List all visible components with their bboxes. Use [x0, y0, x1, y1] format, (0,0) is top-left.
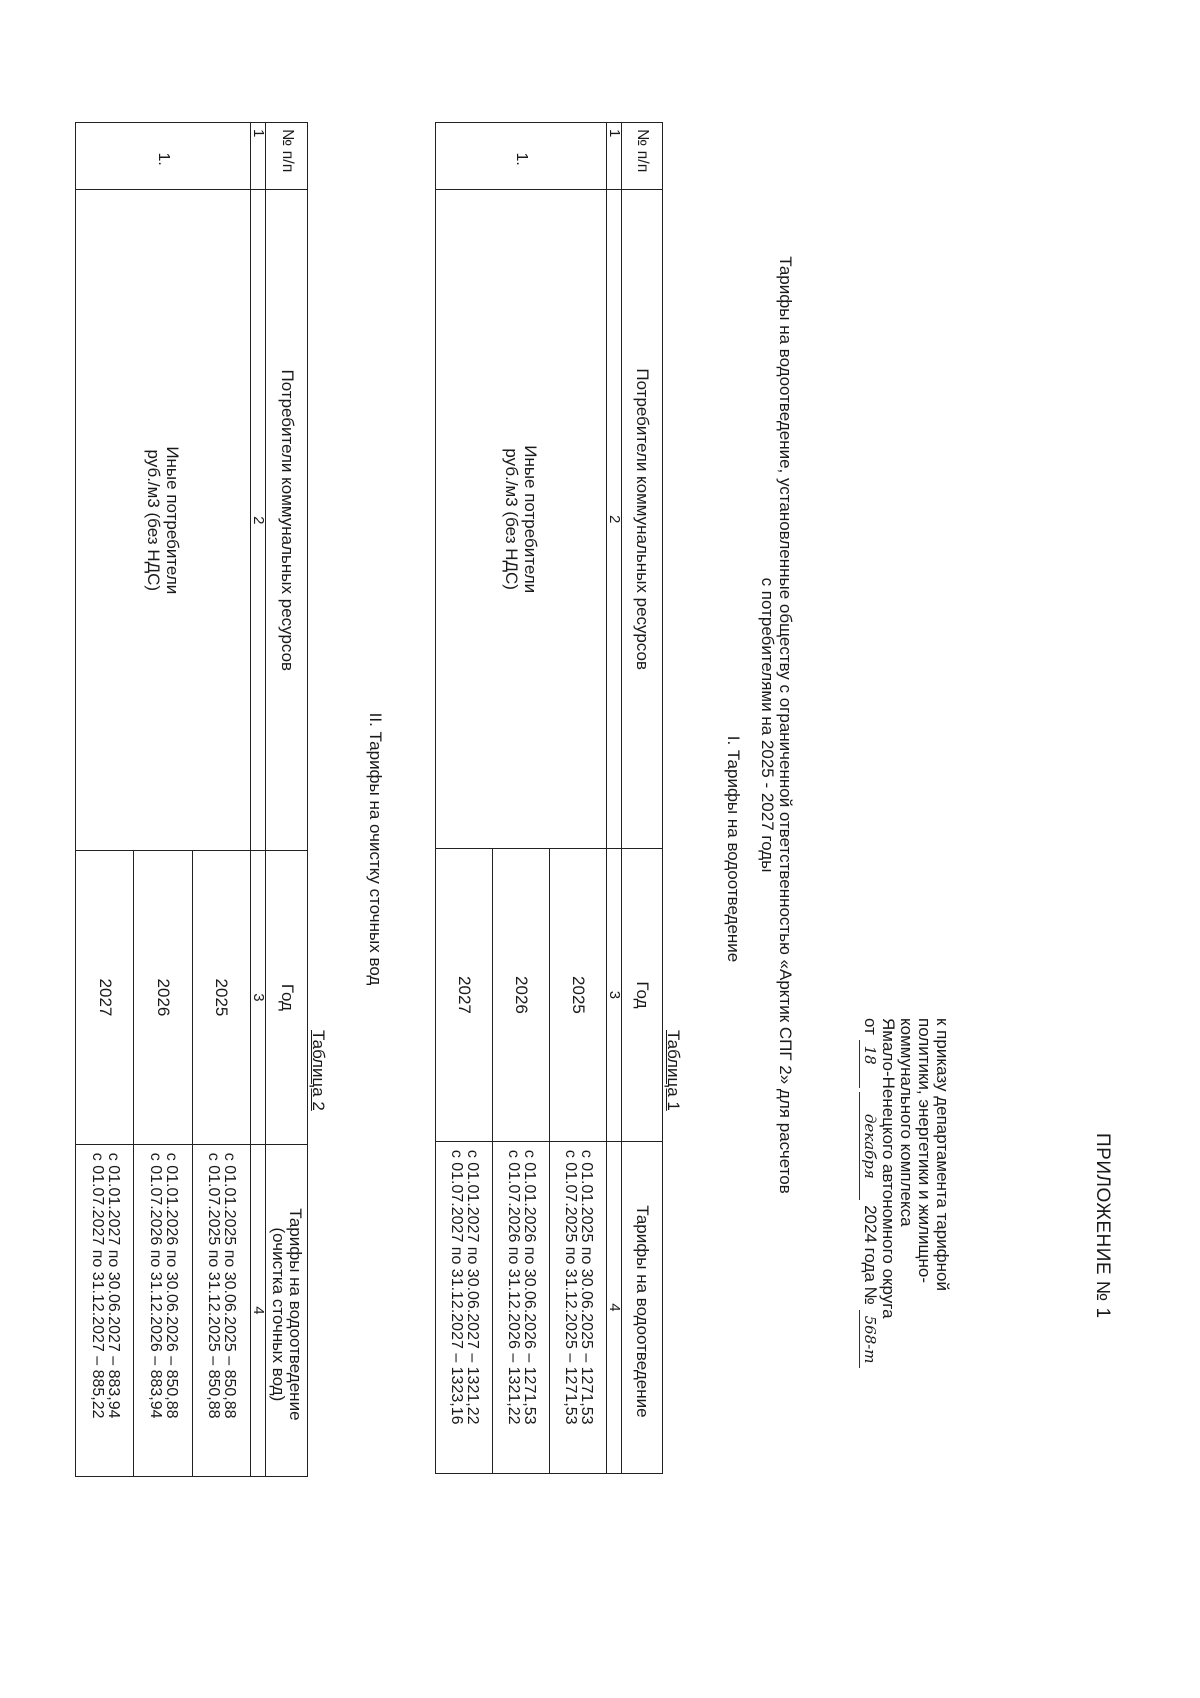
index-cell: 1: [607, 123, 622, 190]
tariff-cell: [192, 1144, 250, 1476]
table-1-index-row: [607, 123, 622, 1474]
appendix-line-3: коммунального комплекса: [897, 1018, 916, 1227]
tariff-value: с 01.07.2026 по 31.12.2026 – 883,94: [146, 1152, 164, 1419]
consumers-line-1: Иные потребители: [521, 445, 540, 594]
tariff-value: с 01.01.2027 по 30.06.2027 – 1321,22: [464, 1149, 481, 1425]
appendix-line-4: Ямало-Ненецкого автономного округа: [879, 1018, 898, 1319]
tariff-value: с 01.01.2026 по 30.06.2026 – 850,88: [162, 1152, 180, 1419]
index-cell: 4: [607, 1141, 622, 1473]
year-cell: 2026: [493, 849, 550, 1142]
row-num: 1.: [76, 123, 251, 190]
header-consumers: Потребители коммунальных ресурсов: [266, 190, 308, 851]
index-cell: 2: [607, 190, 622, 849]
index-cell: 3: [250, 851, 265, 1145]
table-1-label: Таблица 1: [664, 1030, 683, 1111]
tariff-value: с 01.07.2026 по 31.12.2026 – 1321,22: [505, 1149, 522, 1425]
appendix-line-2: политики, энергетики и жилищно-: [915, 1018, 934, 1283]
tariff-cell: [436, 1141, 493, 1473]
header-tariff-line-2: (очистка сточных вод): [268, 1227, 288, 1402]
header-tariff-line-1: Тарифы на водоотведение: [285, 1208, 305, 1421]
year-cell: 2025: [550, 849, 607, 1142]
document-title-line-2: с потребителями на 2025 - 2027 годы: [758, 577, 777, 873]
date-suffix: 2024 года №: [861, 1205, 880, 1305]
consumers-line-2: руб./м3 (без НДС): [143, 449, 163, 592]
tariff-value: с 01.07.2025 по 31.12.2025 – 1271,53: [562, 1149, 579, 1425]
header-num: № п/п: [622, 123, 663, 190]
handwritten-month: декабря: [859, 1092, 879, 1200]
header-tariff: [266, 1144, 308, 1476]
appendix-line-1: к приказу департамента тарифной: [933, 1018, 952, 1292]
tariff-value: с 01.01.2027 по 30.06.2027 – 883,94: [104, 1152, 122, 1419]
appendix-date-line: [859, 1018, 880, 1368]
header-consumers: Потребители коммунальных ресурсов: [622, 190, 663, 849]
tariff-cell: [493, 1141, 550, 1473]
header-year: Год: [622, 849, 663, 1142]
tariff-value: с 01.01.2025 по 30.06.2025 – 1271,53: [578, 1149, 595, 1425]
header-tariff: Тарифы на водоотведение: [622, 1141, 663, 1473]
table-1: [435, 122, 663, 1474]
consumers-line-1: Иные потребители: [162, 446, 182, 595]
consumers-line-2: руб./м3 (без НДС): [502, 448, 521, 590]
tariff-value: с 01.07.2027 по 31.12.2027 – 1323,16: [448, 1149, 465, 1425]
tariff-cell: [134, 1144, 192, 1476]
year-cell: 2027: [76, 851, 134, 1145]
tariff-value: с 01.01.2026 по 30.06.2026 – 1271,53: [521, 1149, 538, 1425]
row-consumers: [76, 190, 251, 851]
appendix-title: ПРИЛОЖЕНИЕ № 1: [1092, 1133, 1113, 1319]
document-title: [758, 225, 794, 1225]
tariff-value: с 01.07.2027 по 31.12.2027 – 885,22: [88, 1152, 106, 1419]
index-cell: 4: [250, 1144, 265, 1476]
document-title-line-1: Тарифы на водоотведение, установленные обществу с ограниченной ответственностью «Арктик СПГ 2» для расчетов: [776, 256, 795, 1194]
row-num: 1.: [436, 123, 607, 190]
table-1-header-row: [622, 123, 663, 1474]
tariff-cell: [550, 1141, 607, 1473]
section-2-title: II. Тарифы на очистку сточных вод: [366, 712, 385, 986]
section-1-title: I. Тарифы на водоотведение: [724, 735, 743, 963]
handwritten-order-number: 568-т: [859, 1310, 879, 1368]
table-row: [550, 123, 607, 1474]
tariff-value: с 01.01.2025 по 30.06.2025 – 850,88: [221, 1152, 239, 1419]
table-2-index-row: [250, 123, 265, 1477]
index-cell: 3: [607, 849, 622, 1142]
year-cell: 2027: [436, 849, 493, 1142]
table-2-header-row: [266, 123, 308, 1477]
index-cell: 1: [250, 123, 265, 190]
handwritten-day: 18: [859, 1040, 879, 1088]
header-year: Год: [266, 851, 308, 1145]
year-cell: 2025: [192, 851, 250, 1145]
table-2-label: Таблица 2: [309, 1030, 328, 1111]
row-consumers: [436, 190, 607, 849]
header-num: № п/п: [266, 123, 308, 190]
date-prefix: от: [861, 1018, 880, 1035]
year-cell: 2026: [134, 851, 192, 1145]
tariff-cell: [76, 1144, 134, 1476]
tariff-value: с 01.07.2025 по 31.12.2025 – 850,88: [205, 1152, 223, 1419]
table-row: [192, 123, 250, 1477]
index-cell: 2: [250, 190, 265, 851]
table-2: [75, 122, 308, 1477]
